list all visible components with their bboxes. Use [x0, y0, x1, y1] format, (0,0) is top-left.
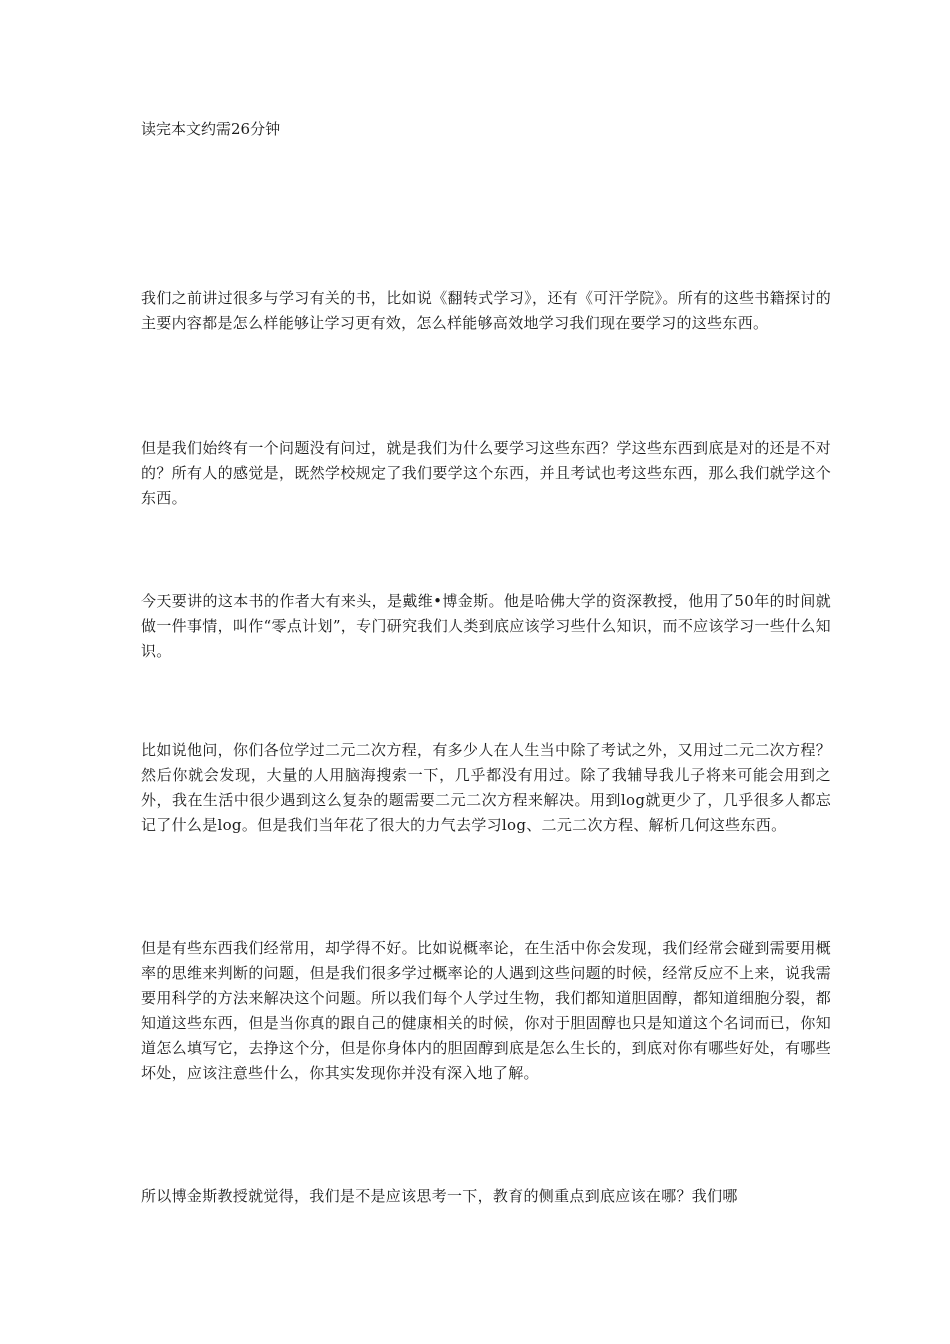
paragraph: 我们之前讲过很多与学习有关的书，比如说《翻转式学习》，还有《可汗学院》。所有的这些书籍探讨的主要内容都是怎么样能够让学习更有效，怎么样能够高效地学习我们现在要学习的这些东西。 [141, 289, 831, 332]
paragraph: 但是我们始终有一个问题没有问过，就是我们为什么要学习这些东西？学这些东西到底是对的还是不对的？所有人的感觉是，既然学校规定了我们要学这个东西，并且考试也考这些东西，那么我们就学这个东西。 [141, 439, 831, 507]
paragraph: 今天要讲的这本书的作者大有来头，是戴维•博金斯。他是哈佛大学的资深教授，他用了50年的时间就做一件事情，叫作“零点计划”，专门研究我们人类到底应该学习些什么知识，而不应该学习一些什么知识。 [141, 592, 831, 660]
paragraph: 比如说他问，你们各位学过二元二次方程，有多少人在人生当中除了考试之外，又用过二元二次方程？然后你就会发现，大量的人用脑海搜索一下，几乎都没有用过。除了我辅导我儿子将来可能会用到之外，我在生活中很少遇到这么复杂的题需要二元二次方程来解决。用到log就更少了，几乎很多人都忘记了什么是log。但是我们当年花了很大的力气去学习log、二元二次方程、解析几何这些东西。 [141, 741, 831, 834]
reading-time-note: 读完本文约需26分钟 [141, 120, 281, 138]
paragraph: 所以博金斯教授就觉得，我们是不是应该思考一下，教育的侧重点到底应该在哪？我们哪 [141, 1187, 738, 1205]
paragraph: 但是有些东西我们经常用，却学得不好。比如说概率论，在生活中你会发现，我们经常会碰到需要用概率的思维来判断的问题，但是我们很多学过概率论的人遇到这些问题的时候，经常反应不上来，说我需要用科学的方法来解决这个问题。所以我们每个人学过生物，我们都知道胆固醇，都知道细胞分裂，都知道这些东西，但是当你真的跟自己的健康相关的时候，你对于胆固醇也只是知道这个名词而已，你知道怎么填写它，去挣这个分，但是你身体内的胆固醇到底是怎么生长的，到底对你有哪些好处，有哪些坏处，应该注意些什么，你其实发现你并没有深入地了解。 [141, 939, 831, 1082]
